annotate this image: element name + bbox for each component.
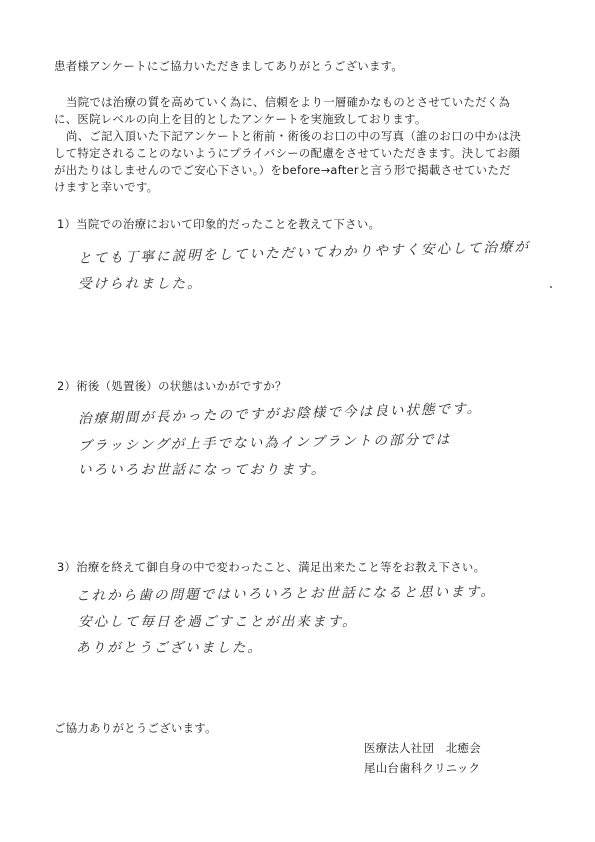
intro-line: に、医院レベルの向上を目的としたアンケートを実施致しております。 [54, 112, 427, 126]
question-1-label: 1）当院での治療において印象的だったことを教えて下さい。 [57, 217, 381, 231]
intro-line: して特定されることのないようにプライバシーの配慮をさせていただきます。決してお顔 [54, 146, 521, 160]
intro-line: けますと幸いです。 [54, 180, 159, 194]
intro-line: が出たりはしませんのでご安心下さい。）をbefore→afterと言う形で掲載させていただ [54, 163, 511, 177]
answer-2-line: ブラッシングが上手でない為インプラントの部分では [77, 431, 452, 455]
answer-3-line: これから歯の問題ではいろいろとお世話になると思います。 [75, 583, 497, 605]
answer-3-line: 安心して毎日を過ごすことが出来ます。 [78, 614, 358, 630]
answer-1-line: とても丁寧に説明をしていただいてわかりやすく安心して治療が [77, 239, 531, 267]
greeting-text: 患者様アンケートにご協力いただきましてありがとうございます。 [54, 59, 404, 73]
signature-clinic: 尾山台歯科クリニック [364, 761, 481, 775]
signature-org: 医療法人社団 北癒会 [364, 741, 481, 755]
intro-line: 尚、ご記入頂いた下記アンケートと術前・術後のお口の中の写真（誰のお口の中かは決 [66, 129, 522, 143]
answer-2-line: いろいろお世話になっております。 [78, 462, 327, 478]
answer-2-line: 治療期間が長かったのですがお陰様で今は良い状態です。 [77, 400, 483, 428]
answer-3-line: ありがとうございました。 [76, 640, 264, 656]
scan-speck [550, 286, 552, 288]
intro-line: 当院では治療の質を高めていく為に、信頼をより一層確かなものとさせていただく為 [66, 95, 511, 109]
answer-1-line: 受けられました。 [78, 276, 203, 292]
question-3-label: 3）治療を終えて御自身の中で変わったこと、満足出来たこと等をお教え下さい。 [57, 560, 486, 574]
closing-text: ご協力ありがとうございます。 [54, 721, 217, 735]
question-2-label: 2）術後（処置後）の状態はいかがですか？ [57, 379, 287, 393]
